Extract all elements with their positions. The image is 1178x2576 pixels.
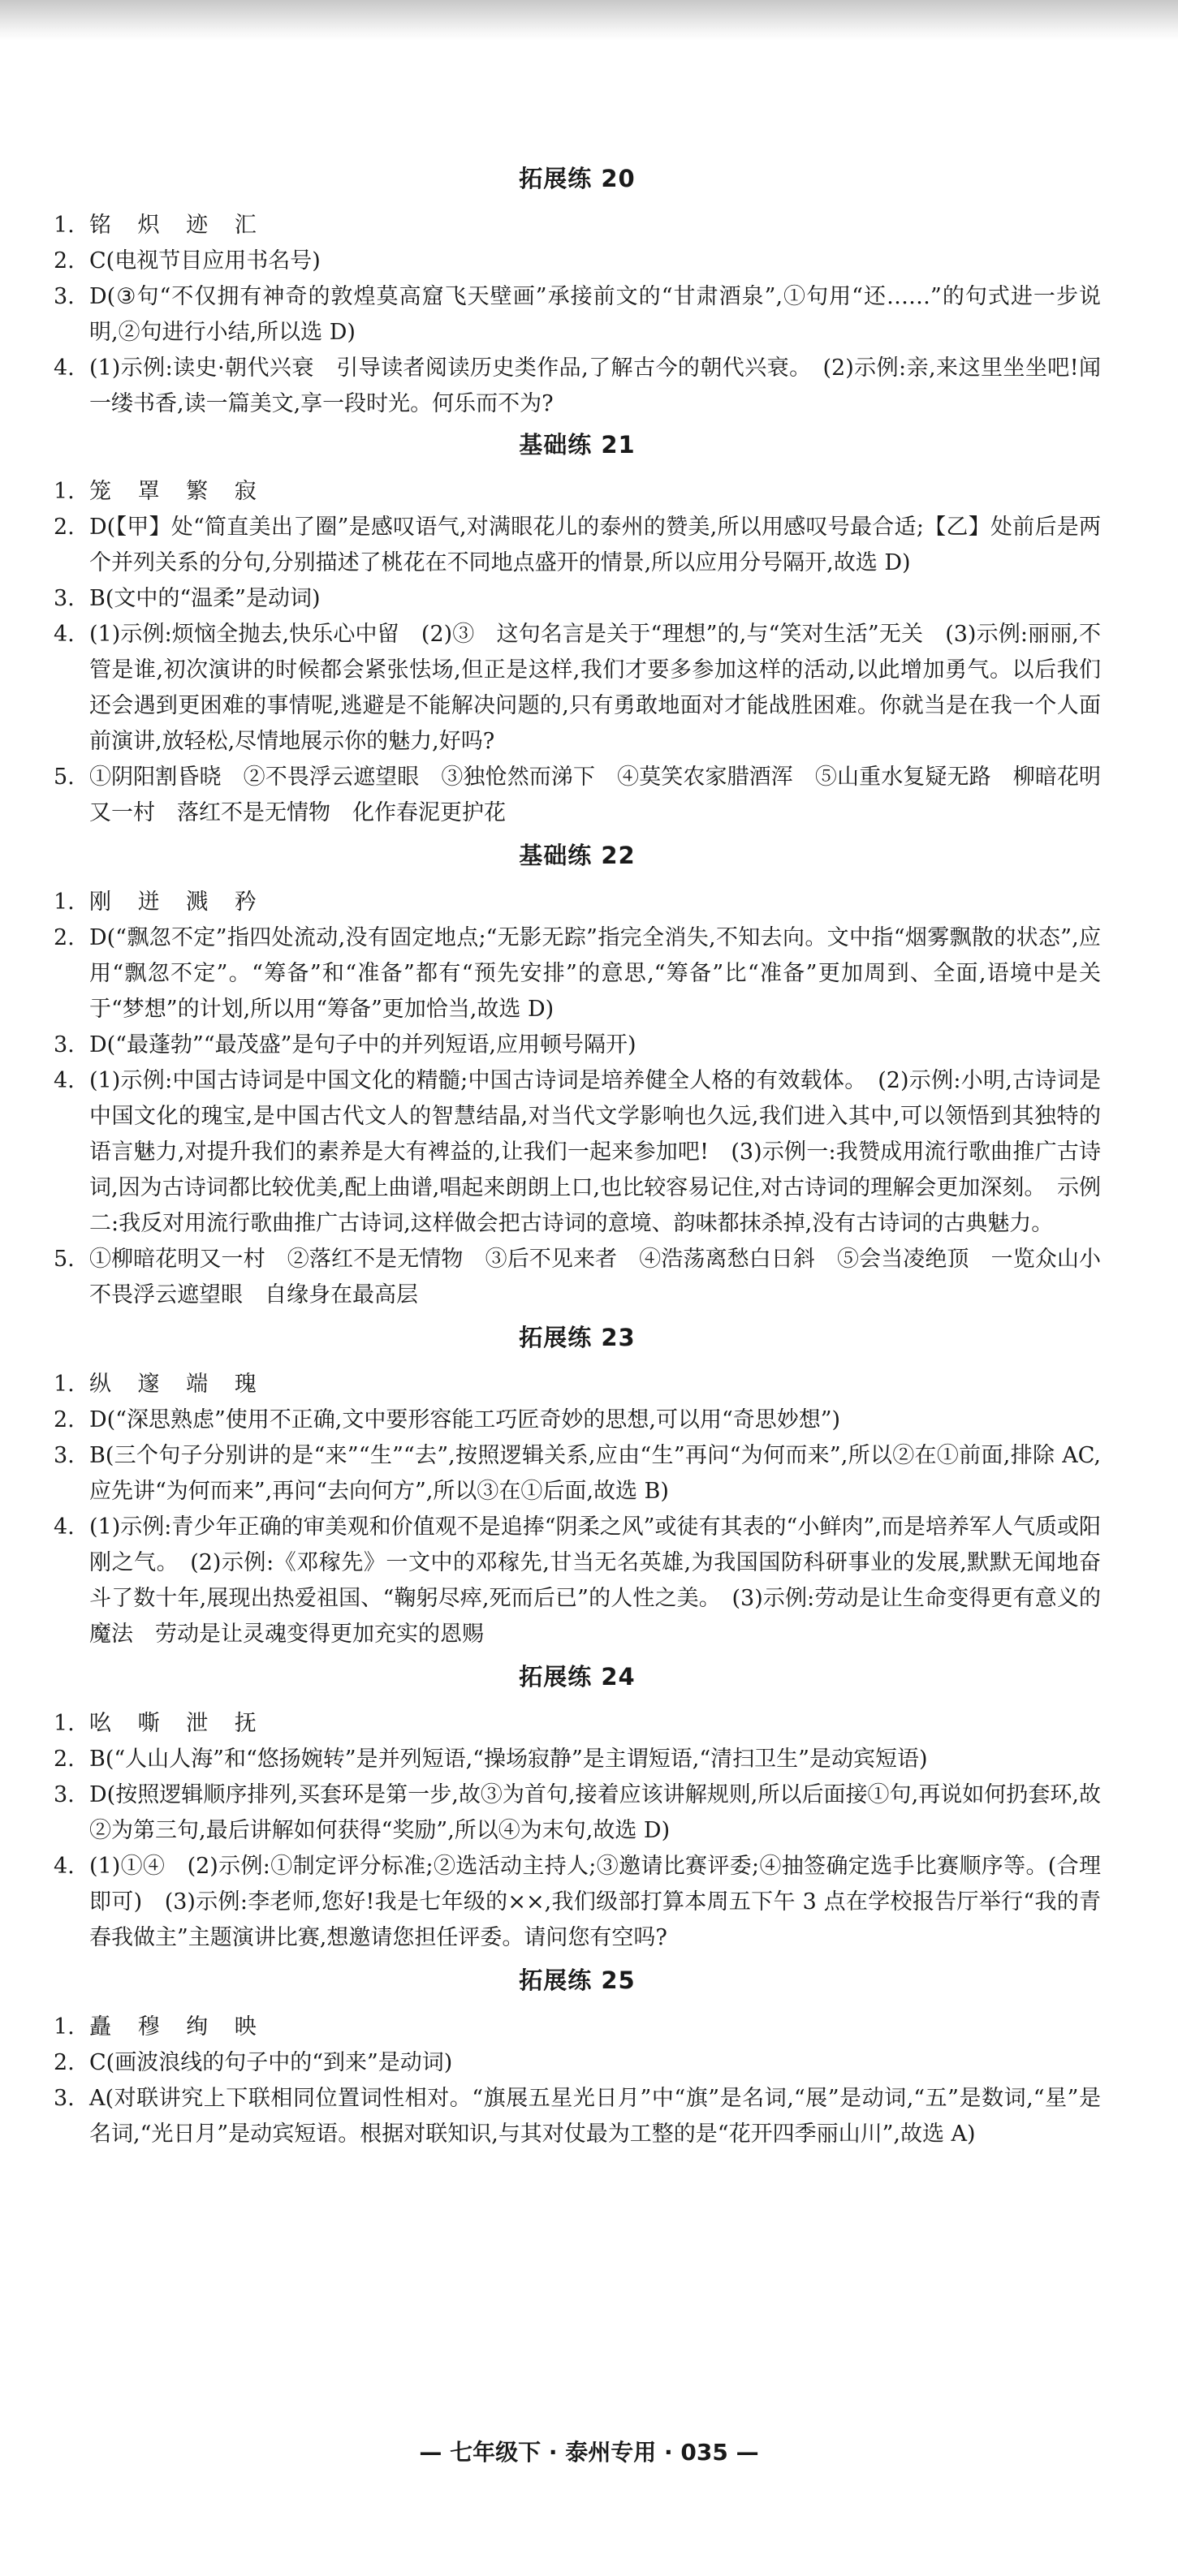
item-number: 1. <box>54 1711 75 1736</box>
item-number: 3. <box>54 1443 75 1468</box>
list-item <box>54 510 1101 581</box>
list-item <box>54 1706 1101 1742</box>
list-item <box>54 1242 1123 1313</box>
item-text: B(文中的“温柔”是动词) <box>89 586 321 611</box>
list-item <box>54 1777 1101 1849</box>
item-number: 5. <box>54 765 75 790</box>
item-number: 4. <box>54 622 75 647</box>
list-item <box>54 2010 1101 2045</box>
item-text: (1)示例:烦恼全抛去,快乐心中留 (2)③ 这句名言是关于“理想”的,与“笑对生活”无关 (3)示例:丽丽,不管是谁,初次演讲的时候都会紧张怯场,但正是这样,我们才要多参加这样的活动,以此增加勇气。以后我们还会遇到更困难的事情呢,逃避是不能解决问题的,只有勇敢地面对才能战胜困难。你就当是在我一个人面前演讲,放轻松,尽情地展示你的魅力,好吗? <box>89 622 1101 754</box>
page-top-shadow <box>0 0 1178 41</box>
item-number: 4. <box>54 1068 75 1093</box>
list-item <box>54 760 1101 831</box>
item-text: 笼 罩 繁 寂 <box>89 479 266 504</box>
section-title-22: 基础练 22 <box>519 842 636 869</box>
item-number: 5. <box>54 1247 75 1272</box>
item-text: 刚 迸 溅 矜 <box>89 890 266 915</box>
item-number: 4. <box>54 1854 75 1879</box>
item-number: 2. <box>54 925 75 950</box>
list-item <box>54 617 1101 760</box>
list-item <box>54 1367 1101 1402</box>
item-text: 吆 嘶 泄 抚 <box>89 1711 266 1736</box>
item-number: 3. <box>54 2086 75 2111</box>
list-item <box>54 1027 1101 1063</box>
item-number: 1. <box>54 2014 75 2040</box>
item-text: (1)示例:中国古诗词是中国文化的精髓;中国古诗词是培养健全人格的有效载体。 (2)示例:小明,古诗词是中国文化的瑰宝,是中国古代文人的智慧结晶,对当代文学影响也久远,我们进入其中,可以领悟到其独特的语言魅力,对提升我们的素养是大有裨益的,让我们一起来参加吧! (3)示例一:我赞成用流行歌曲推广古诗词,因为古诗词都比较优美,配上曲谱,唱起来朗朗上口,也比较容易记住,对古诗词的理解会更加深刻。 示例二:我反对用流行歌曲推广古诗词,这样做会把古诗词的意境、韵味都抹杀掉,没有古诗词的古典魅力。 <box>89 1068 1101 1236</box>
list-item <box>54 2081 1101 2152</box>
section-title-25: 拓展练 25 <box>519 1966 636 1994</box>
list-item <box>54 1510 1101 1652</box>
item-number: 2. <box>54 1407 75 1432</box>
item-text: B(三个句子分别讲的是“来”“生”“去”,按照逻辑关系,应由“生”再问“为何而来”,所以②在①前面,排除 AC,应先讲“为何而来”,再问“去向何方”,所以③在①后面,故选 B) <box>89 1443 1101 1504</box>
list-item <box>54 279 1101 351</box>
list-item <box>54 2045 1101 2081</box>
page-footer: — 七年级下 · 泰州专用 · 035 — <box>419 2439 759 2466</box>
section-title-24: 拓展练 24 <box>519 1663 636 1691</box>
list-item <box>54 1849 1101 1956</box>
section-title-20: 拓展练 20 <box>519 165 636 192</box>
item-text: D(“深思熟虑”使用不正确,文中要形容能工巧匠奇妙的思想,可以用“奇思妙想”) <box>89 1407 841 1432</box>
item-number: 1. <box>54 479 75 504</box>
list-item <box>54 1402 1101 1438</box>
list-item <box>54 243 1101 279</box>
list-item <box>54 208 1101 243</box>
section-title-21: 基础练 21 <box>519 431 636 459</box>
item-number: 2. <box>54 1747 75 1772</box>
item-number: 4. <box>54 355 75 381</box>
item-number: 3. <box>54 1032 75 1058</box>
item-text: (1)示例:读史·朝代兴衰 引导读者阅读历史类作品,了解古今的朝代兴衰。 (2)示例:亲,来这里坐坐吧!闻一缕书香,读一篇美文,享一段时光。何乐而不为? <box>89 355 1101 416</box>
item-number: 3. <box>54 1782 75 1807</box>
item-text: C(电视节目应用书名号) <box>89 248 321 274</box>
item-text: 矗 穆 绚 映 <box>89 2014 266 2040</box>
item-number: 1. <box>54 890 75 915</box>
item-text: (1)①④ (2)示例:①制定评分标准;②选活动主持人;③邀请比赛评委;④抽签确定选手比赛顺序等。(合理即可) (3)示例:李老师,您好!我是七年级的××,我们级部打算本周五下午 3 点在学校报告厅举行“我的青春我做主”主题演讲比赛,想邀请您担任评委。请问您有空吗? <box>89 1854 1101 1950</box>
answer-page <box>54 154 1123 2152</box>
list-item <box>54 1063 1101 1242</box>
item-text: B(“人山人海”和“悠扬婉转”是并列短语,“操场寂静”是主谓短语,“清扫卫生”是动宾短语) <box>89 1747 928 1772</box>
item-text: D(“飘忽不定”指四处流动,没有固定地点;“无影无踪”指完全消失,不知去向。文中指“烟雾飘散的状态”,应用“飘忽不定”。“筹备”和“准备”都有“预先安排”的意思,“筹备”比“准备”更加周到、全面,语境中是关于“梦想”的计划,所以用“筹备”更加恰当,故选 D) <box>89 925 1101 1022</box>
item-text: D(③句“不仅拥有神奇的敦煌莫高窟飞天壁画”承接前文的“甘肃酒泉”,①句用“还……”的句式进一步说明,②句进行小结,所以选 D) <box>89 284 1101 345</box>
list-item <box>54 474 1101 510</box>
item-text: 纵 邃 端 瑰 <box>89 1372 266 1397</box>
item-number: 1. <box>54 1372 75 1397</box>
item-text: D(按照逻辑顺序排列,买套环是第一步,故③为首句,接着应该讲解规则,所以后面接①句,再说如何扔套环,故②为第三句,最后讲解如何获得“奖励”,所以④为末句,故选 D) <box>89 1782 1101 1843</box>
item-number: 3. <box>54 284 75 309</box>
item-number: 2. <box>54 2050 75 2075</box>
item-text: ①柳暗花明又一村 ②落红不是无情物 ③后不见来者 ④浩荡离愁白日斜 ⑤会当凌绝顶 一览众山小 不畏浮云遮望眼 自缘身在最高层 <box>89 1247 1123 1307</box>
list-item <box>54 920 1101 1027</box>
item-number: 2. <box>54 515 75 540</box>
item-number: 1. <box>54 213 75 238</box>
list-item <box>54 1742 1101 1777</box>
list-item <box>54 885 1101 920</box>
item-text: C(画波浪线的句子中的“到来”是动词) <box>89 2050 453 2075</box>
section-title-23: 拓展练 23 <box>519 1324 636 1351</box>
item-text: ①阴阳割昏晓 ②不畏浮云遮望眼 ③独怆然而涕下 ④莫笑农家腊酒浑 ⑤山重水复疑无路 柳暗花明又一村 落红不是无情物 化作春泥更护花 <box>89 765 1101 825</box>
item-text: D(“最蓬勃”“最茂盛”是句子中的并列短语,应用顿号隔开) <box>89 1032 636 1058</box>
item-text: 铭 炽 迹 汇 <box>89 213 266 238</box>
item-text: A(对联讲究上下联相同位置词性相对。“旗展五星光日月”中“旗”是名词,“展”是动词,“五”是数词,“星”是名词,“光日月”是动宾短语。根据对联知识,与其对仗最为工整的是“花开四季丽山川”,故选 A) <box>89 2086 1101 2147</box>
item-text: D(【甲】处“简直美出了圈”是感叹语气,对满眼花儿的泰州的赞美,所以用感叹号最合适;【乙】处前后是两个并列关系的分句,分别描述了桃花在不同地点盛开的情景,所以应用分号隔开,故选 D) <box>89 515 1101 575</box>
item-number: 3. <box>54 586 75 611</box>
item-number: 2. <box>54 248 75 274</box>
item-number: 4. <box>54 1514 75 1540</box>
item-text: (1)示例:青少年正确的审美观和价值观不是追捧“阴柔之风”或徒有其表的“小鲜肉”,而是培养军人气质或阳刚之气。 (2)示例:《邓稼先》一文中的邓稼先,甘当无名英雄,为我国国防科研事业的发展,默默无闻地奋斗了数十年,展现出热爱祖国、“鞠躬尽瘁,死而后已”的人性之美。 (3)示例:劳动是让生命变得更有意义的魔法 劳动是让灵魂变得更加充实的恩赐 <box>89 1514 1101 1647</box>
list-item <box>54 1438 1101 1510</box>
list-item <box>54 581 1101 617</box>
list-item <box>54 351 1101 422</box>
